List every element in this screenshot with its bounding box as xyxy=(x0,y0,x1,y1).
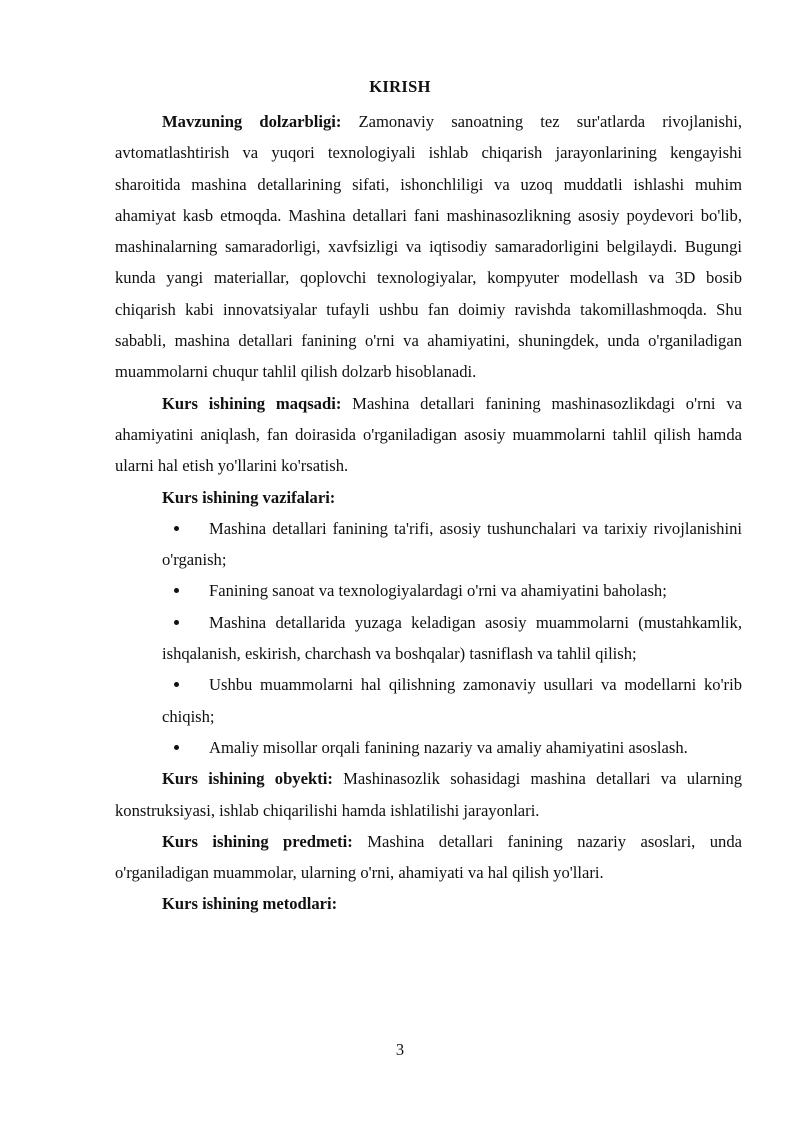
subject-label: Kurs ishining predmeti: xyxy=(162,831,353,851)
list-item xyxy=(162,669,742,732)
goal-paragraph xyxy=(115,388,742,482)
goal-label: Kurs ishining maqsadi: xyxy=(162,393,342,413)
methods-heading: Kurs ishining metodlari: xyxy=(162,894,338,914)
bullet-icon xyxy=(174,620,179,625)
object-paragraph xyxy=(115,763,742,826)
tasks-heading: Kurs ishining vazifalari: xyxy=(162,487,336,507)
object-label: Kurs ishining obyekti: xyxy=(162,769,333,789)
relevance-paragraph xyxy=(115,106,742,388)
task-text: Mashina detallari fanining ta'rifi, asosiy tushunchalari va tarixiy rivojlanishini o'rganish; xyxy=(162,518,742,570)
page-number: 3 xyxy=(395,1040,405,1059)
bullet-icon xyxy=(174,588,179,593)
list-item xyxy=(162,732,742,763)
subject-paragraph xyxy=(115,826,742,889)
tasks-list xyxy=(115,513,742,763)
bullet-icon xyxy=(174,745,179,750)
list-item xyxy=(162,575,742,606)
object-text: Mashinasozlik sohasidagi mashina detallari va ularning konstruksiyasi, ishlab chiqarilishi hamda ishlatilishi jarayonlari. xyxy=(115,769,742,820)
task-text: Fanining sanoat va texnologiyalardagi o'rni va ahamiyatini baholash; xyxy=(209,581,667,601)
relevance-label: Mavzuning dolzarbligi: xyxy=(162,112,342,131)
task-text: Amaliy misollar orqali fanining nazariy va amaliy ahamiyatini asoslash. xyxy=(209,737,688,757)
task-text: Ushbu muammolarni hal qilishning zamonaviy usullari va modellarni ko'rib chiqish; xyxy=(162,675,742,726)
subject-text: Mashina detallari fanining nazariy asoslari, unda o'rganiladigan muammolar, ularning o'rni, ahamiyati va hal qilish yo'llari. xyxy=(115,831,742,883)
document-body xyxy=(115,106,742,920)
bullet-icon xyxy=(174,682,179,687)
page-title: KIRISH xyxy=(369,77,431,96)
task-text: Mashina detallarida yuzaga keladigan asosiy muammolarni (mustahkamlik, ishqalanish, eskirish, charchash va boshqalar) tasniflash va tahlil qilish; xyxy=(162,612,742,664)
list-item xyxy=(162,513,742,576)
bullet-icon xyxy=(174,526,179,531)
relevance-text: Zamonaviy sanoatning tez sur'atlarda rivojlanishi, avtomatlashtirish va yuqori texnologiyali ishlab chiqarish jarayonlarining kengayishi sharoitida mashina detallarining sifati, ishonchliligi va uzoq muddatli ishlashi muhim ahamiyat kasb etmoqda. Mashina detallari fani mashinasozlikning asosiy poydevori bo'lib, mashinalarning samaradorligi, xavfsizligi va iqtisodiy samaradorligini belgilaydi. Bugungi kunda yangi materiallar, qoplovchi texnologiyalar, kompyuter modellash va 3D bosib chiqarish kabi innovatsiyalar tufayli ushbu fan doimiy ravishda takomillashmoqda. Shu sababli, mashina detallari fanining o'rni va ahamiyatini, shuningdek, unda o'rganiladigan muammolarni chuqur tahlil qilish dolzarb hisoblanadi. xyxy=(115,112,742,382)
goal-text: Mashina detallari fanining mashinasozlikdagi o'rni va ahamiyatini aniqlash, fan doirasida o'rganiladigan asosiy muammolarni tahlil qilish hamda ularni hal etish yo'llarini ko'rsatish. xyxy=(115,393,742,476)
list-item xyxy=(162,607,742,670)
